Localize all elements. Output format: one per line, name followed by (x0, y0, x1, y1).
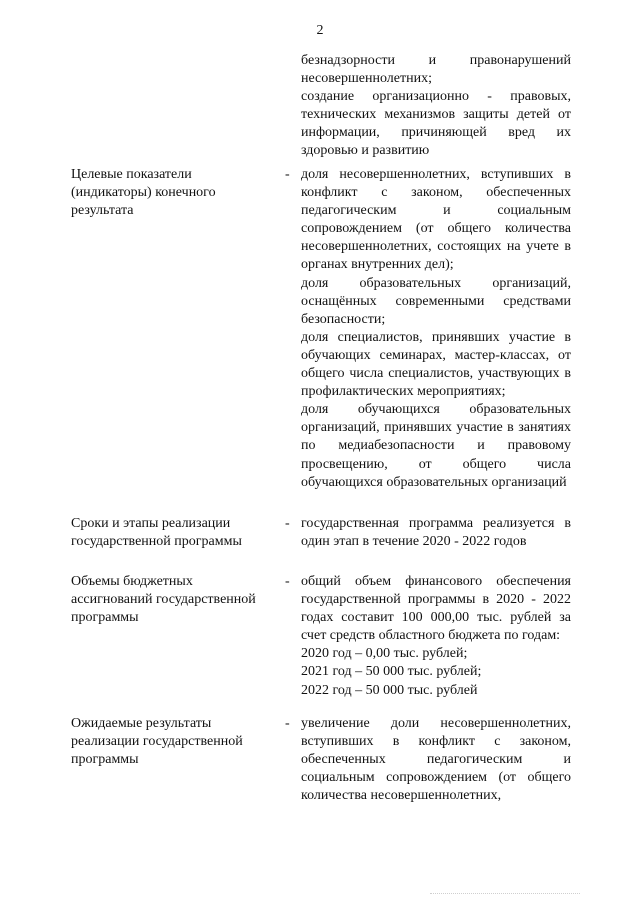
section-content (301, 573, 571, 700)
label-line: государственной программы (71, 534, 242, 550)
continuation-text (301, 52, 571, 161)
label-line: программы (71, 610, 139, 626)
section-label (71, 515, 271, 551)
label-line: программы (71, 752, 139, 768)
paragraph: государственная программа реализуется в один этап в течение 2020 - 2022 годов (301, 516, 571, 550)
paragraph: создание организационно - правовых, технических механизмов защиты детей от информации, причиняющей вред их здоровью и развитию (301, 89, 571, 159)
section-label (71, 573, 271, 627)
paragraph: доля несовершеннолетних, вступивших в конфликт с законом, обеспеченных педагогическим и социальным сопровождением (от общего количества несовершеннолетних, состоящих на учете в органах внутренних дел); (301, 167, 571, 273)
paragraph: 2020 год – 0,00 тыс. рублей; (301, 646, 468, 662)
label-line: реализации государственной (71, 734, 243, 750)
section-dash: - (285, 716, 290, 731)
page-number: 2 (316, 23, 324, 38)
section-dash: - (285, 516, 290, 531)
paragraph: доля обучающихся образовательных организаций, принявших участие в занятиях по медиабезопасности и правовому просвещению, от общего числа обучающихся образовательных организаций (301, 402, 571, 490)
paragraph: 2022 год – 50 000 тыс. рублей (301, 682, 478, 698)
paragraph: доля специалистов, принявших участие в обучающих семинарах, мастер-классах, от общего числа специалистов, участвующих в профилактических мероприятиях; (301, 329, 571, 400)
paragraph: увеличение доли несовершеннолетних, вступивших в конфликт с законом, обеспеченных педагогическим и социальным сопровождением (от общего количества несовершеннолетних, (301, 716, 571, 804)
label-line: (индикаторы) конечного (71, 185, 216, 201)
paragraph: общий объем финансового обеспечения государственной программы в 2020 - 2022 годах составит 100 000,00 тыс. рублей за счет средств областного бюджета по годам: (301, 574, 571, 644)
label-line: ассигнований государственной (71, 592, 256, 608)
section-content (301, 515, 571, 551)
label-line: Объемы бюджетных (71, 574, 193, 589)
label-line: результата (71, 203, 134, 219)
label-line: Целевые показатели (71, 167, 192, 182)
section-dash: - (285, 574, 290, 589)
label-line: Сроки и этапы реализации (71, 516, 231, 531)
section-label (71, 166, 271, 220)
paragraph: доля образовательных организаций, оснащённых современными средствами безопасности; (301, 275, 571, 327)
section-label (71, 715, 271, 769)
section-dash: - (285, 167, 290, 182)
scan-artifact-line (430, 893, 580, 897)
section-content (301, 166, 571, 492)
section-content (301, 715, 571, 805)
paragraph: безнадзорности и правонарушений несовершеннолетних; (301, 53, 571, 87)
label-line: Ожидаемые результаты (71, 716, 212, 731)
paragraph: 2021 год – 50 000 тыс. рублей; (301, 664, 482, 680)
